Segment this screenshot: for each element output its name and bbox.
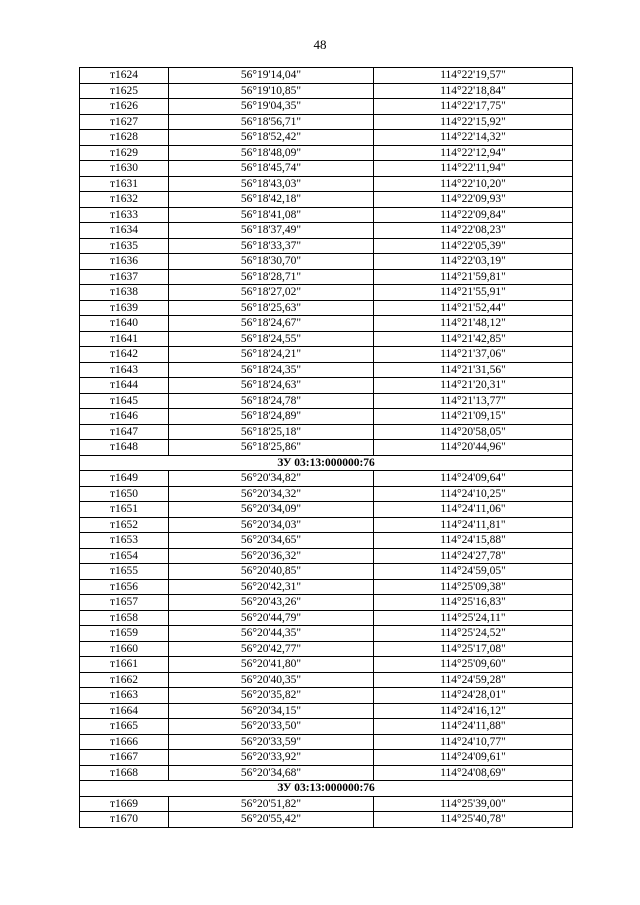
latitude-cell: 56°20'42,31"	[169, 579, 374, 595]
longitude-cell: 114°22'09,84"	[374, 207, 573, 223]
latitude-cell: 56°19'10,85"	[169, 83, 374, 99]
longitude-cell: 114°21'55,91"	[374, 285, 573, 301]
longitude-cell: 114°22'19,57"	[374, 68, 573, 84]
longitude-cell: 114°25'24,11"	[374, 610, 573, 626]
table-row	[80, 796, 573, 812]
latitude-cell: 56°20'36,32"	[169, 548, 374, 564]
point-id-cell: т1654	[80, 548, 169, 564]
longitude-cell: 114°22'17,75"	[374, 99, 573, 115]
longitude-cell: 114°22'03,19"	[374, 254, 573, 270]
latitude-cell: 56°18'24,89"	[169, 409, 374, 425]
latitude-cell: 56°18'33,37"	[169, 238, 374, 254]
longitude-cell: 114°24'16,12"	[374, 703, 573, 719]
latitude-cell: 56°18'24,67"	[169, 316, 374, 332]
table-row	[80, 238, 573, 254]
point-id-cell: т1639	[80, 300, 169, 316]
longitude-cell: 114°21'52,44"	[374, 300, 573, 316]
point-id-cell: т1637	[80, 269, 169, 285]
point-id-cell: т1628	[80, 130, 169, 146]
table-row	[80, 440, 573, 456]
latitude-cell: 56°20'34,03"	[169, 517, 374, 533]
table-row	[80, 703, 573, 719]
coordinates-table	[79, 67, 573, 828]
table-row	[80, 626, 573, 642]
table-row	[80, 688, 573, 704]
longitude-cell: 114°24'59,28"	[374, 672, 573, 688]
table-row	[80, 269, 573, 285]
latitude-cell: 56°20'34,32"	[169, 486, 374, 502]
table-row	[80, 145, 573, 161]
table-row	[80, 83, 573, 99]
point-id-cell: т1631	[80, 176, 169, 192]
longitude-cell: 114°21'20,31"	[374, 378, 573, 394]
table-row	[80, 502, 573, 518]
point-id-cell: т1645	[80, 393, 169, 409]
table-row	[80, 300, 573, 316]
longitude-cell: 114°22'10,20"	[374, 176, 573, 192]
table-row	[80, 486, 573, 502]
point-id-cell: т1658	[80, 610, 169, 626]
point-id-cell: т1649	[80, 471, 169, 487]
longitude-cell: 114°25'09,38"	[374, 579, 573, 595]
table-row	[80, 719, 573, 735]
point-id-cell: т1633	[80, 207, 169, 223]
latitude-cell: 56°20'43,26"	[169, 595, 374, 611]
point-id-cell: т1641	[80, 331, 169, 347]
table-row	[80, 548, 573, 564]
longitude-cell: 114°24'59,05"	[374, 564, 573, 580]
table-row	[80, 765, 573, 781]
longitude-cell: 114°22'15,92"	[374, 114, 573, 130]
point-id-cell: т1632	[80, 192, 169, 208]
latitude-cell: 56°18'48,09"	[169, 145, 374, 161]
point-id-cell: т1652	[80, 517, 169, 533]
latitude-cell: 56°20'34,65"	[169, 533, 374, 549]
longitude-cell: 114°22'08,23"	[374, 223, 573, 239]
table-row	[80, 331, 573, 347]
point-id-cell: т1646	[80, 409, 169, 425]
table-row	[80, 223, 573, 239]
latitude-cell: 56°18'24,55"	[169, 331, 374, 347]
table-row	[80, 750, 573, 766]
longitude-cell: 114°24'11,06"	[374, 502, 573, 518]
longitude-cell: 114°25'09,60"	[374, 657, 573, 673]
latitude-cell: 56°20'33,92"	[169, 750, 374, 766]
latitude-cell: 56°20'55,42"	[169, 812, 374, 828]
longitude-cell: 114°21'31,56"	[374, 362, 573, 378]
latitude-cell: 56°18'24,63"	[169, 378, 374, 394]
latitude-cell: 56°18'42,18"	[169, 192, 374, 208]
longitude-cell: 114°21'13,77"	[374, 393, 573, 409]
table-row	[80, 68, 573, 84]
point-id-cell: т1660	[80, 641, 169, 657]
latitude-cell: 56°18'30,70"	[169, 254, 374, 270]
longitude-cell: 114°25'39,00"	[374, 796, 573, 812]
table-row	[80, 254, 573, 270]
longitude-cell: 114°21'42,85"	[374, 331, 573, 347]
latitude-cell: 56°18'28,71"	[169, 269, 374, 285]
longitude-cell: 114°20'58,05"	[374, 424, 573, 440]
point-id-cell: т1661	[80, 657, 169, 673]
table-row	[80, 347, 573, 363]
point-id-cell: т1657	[80, 595, 169, 611]
point-id-cell: т1664	[80, 703, 169, 719]
latitude-cell: 56°18'25,63"	[169, 300, 374, 316]
latitude-cell: 56°18'41,08"	[169, 207, 374, 223]
point-id-cell: т1642	[80, 347, 169, 363]
coordinates-table-body	[80, 68, 573, 828]
latitude-cell: 56°20'34,15"	[169, 703, 374, 719]
latitude-cell: 56°18'43,03"	[169, 176, 374, 192]
point-id-cell: т1630	[80, 161, 169, 177]
longitude-cell: 114°22'18,84"	[374, 83, 573, 99]
table-row	[80, 378, 573, 394]
table-row	[80, 579, 573, 595]
longitude-cell: 114°25'24,52"	[374, 626, 573, 642]
table-row	[80, 657, 573, 673]
longitude-cell: 114°24'10,25"	[374, 486, 573, 502]
longitude-cell: 114°24'09,64"	[374, 471, 573, 487]
longitude-cell: 114°22'12,94"	[374, 145, 573, 161]
point-id-cell: т1653	[80, 533, 169, 549]
longitude-cell: 114°21'09,15"	[374, 409, 573, 425]
point-id-cell: т1648	[80, 440, 169, 456]
longitude-cell: 114°21'37,06"	[374, 347, 573, 363]
latitude-cell: 56°18'24,35"	[169, 362, 374, 378]
point-id-cell: т1663	[80, 688, 169, 704]
latitude-cell: 56°18'56,71"	[169, 114, 374, 130]
table-row	[80, 672, 573, 688]
table-row	[80, 734, 573, 750]
longitude-cell: 114°24'08,69"	[374, 765, 573, 781]
point-id-cell: т1659	[80, 626, 169, 642]
table-row	[80, 595, 573, 611]
table-row	[80, 176, 573, 192]
point-id-cell: т1629	[80, 145, 169, 161]
point-id-cell: т1624	[80, 68, 169, 84]
latitude-cell: 56°20'44,79"	[169, 610, 374, 626]
longitude-cell: 114°24'11,81"	[374, 517, 573, 533]
point-id-cell: т1670	[80, 812, 169, 828]
longitude-cell: 114°22'09,93"	[374, 192, 573, 208]
table-row	[80, 130, 573, 146]
longitude-cell: 114°24'27,78"	[374, 548, 573, 564]
table-row	[80, 161, 573, 177]
longitude-cell: 114°24'11,88"	[374, 719, 573, 735]
point-id-cell: т1665	[80, 719, 169, 735]
latitude-cell: 56°20'34,82"	[169, 471, 374, 487]
latitude-cell: 56°19'14,04"	[169, 68, 374, 84]
table-row	[80, 641, 573, 657]
point-id-cell: т1650	[80, 486, 169, 502]
latitude-cell: 56°19'04,35"	[169, 99, 374, 115]
point-id-cell: т1625	[80, 83, 169, 99]
latitude-cell: 56°18'25,86"	[169, 440, 374, 456]
table-row	[80, 192, 573, 208]
table-row	[80, 114, 573, 130]
table-row	[80, 812, 573, 828]
table-row	[80, 393, 573, 409]
latitude-cell: 56°20'35,82"	[169, 688, 374, 704]
latitude-cell: 56°18'24,21"	[169, 347, 374, 363]
point-id-cell: т1651	[80, 502, 169, 518]
point-id-cell: т1644	[80, 378, 169, 394]
latitude-cell: 56°20'41,80"	[169, 657, 374, 673]
section-heading-row	[80, 455, 573, 471]
longitude-cell: 114°25'17,08"	[374, 641, 573, 657]
section-heading: ЗУ 03:13:000000:76	[80, 455, 573, 471]
table-row	[80, 316, 573, 332]
point-id-cell: т1634	[80, 223, 169, 239]
table-row	[80, 99, 573, 115]
point-id-cell: т1636	[80, 254, 169, 270]
longitude-cell: 114°21'59,81"	[374, 269, 573, 285]
longitude-cell: 114°25'16,83"	[374, 595, 573, 611]
section-heading: ЗУ 03:13:000000:76	[80, 781, 573, 797]
latitude-cell: 56°20'40,35"	[169, 672, 374, 688]
longitude-cell: 114°21'48,12"	[374, 316, 573, 332]
table-row	[80, 533, 573, 549]
point-id-cell: т1668	[80, 765, 169, 781]
point-id-cell: т1626	[80, 99, 169, 115]
point-id-cell: т1667	[80, 750, 169, 766]
latitude-cell: 56°20'33,50"	[169, 719, 374, 735]
point-id-cell: т1643	[80, 362, 169, 378]
point-id-cell: т1666	[80, 734, 169, 750]
table-row	[80, 409, 573, 425]
latitude-cell: 56°20'40,85"	[169, 564, 374, 580]
longitude-cell: 114°24'10,77"	[374, 734, 573, 750]
latitude-cell: 56°18'37,49"	[169, 223, 374, 239]
latitude-cell: 56°20'34,68"	[169, 765, 374, 781]
longitude-cell: 114°25'40,78"	[374, 812, 573, 828]
table-row	[80, 517, 573, 533]
latitude-cell: 56°20'33,59"	[169, 734, 374, 750]
latitude-cell: 56°20'34,09"	[169, 502, 374, 518]
longitude-cell: 114°22'05,39"	[374, 238, 573, 254]
point-id-cell: т1662	[80, 672, 169, 688]
point-id-cell: т1640	[80, 316, 169, 332]
longitude-cell: 114°20'44,96"	[374, 440, 573, 456]
latitude-cell: 56°18'27,02"	[169, 285, 374, 301]
latitude-cell: 56°18'24,78"	[169, 393, 374, 409]
table-row	[80, 362, 573, 378]
point-id-cell: т1647	[80, 424, 169, 440]
longitude-cell: 114°22'11,94"	[374, 161, 573, 177]
point-id-cell: т1656	[80, 579, 169, 595]
point-id-cell: т1669	[80, 796, 169, 812]
latitude-cell: 56°18'25,18"	[169, 424, 374, 440]
latitude-cell: 56°20'51,82"	[169, 796, 374, 812]
table-row	[80, 207, 573, 223]
table-row	[80, 285, 573, 301]
longitude-cell: 114°22'14,32"	[374, 130, 573, 146]
latitude-cell: 56°18'52,42"	[169, 130, 374, 146]
section-heading-row	[80, 781, 573, 797]
latitude-cell: 56°20'42,77"	[169, 641, 374, 657]
point-id-cell: т1638	[80, 285, 169, 301]
point-id-cell: т1655	[80, 564, 169, 580]
longitude-cell: 114°24'28,01"	[374, 688, 573, 704]
point-id-cell: т1635	[80, 238, 169, 254]
longitude-cell: 114°24'15,88"	[374, 533, 573, 549]
point-id-cell: т1627	[80, 114, 169, 130]
latitude-cell: 56°18'45,74"	[169, 161, 374, 177]
page-number: 48	[313, 37, 327, 52]
table-row	[80, 610, 573, 626]
table-row	[80, 424, 573, 440]
table-row	[80, 564, 573, 580]
latitude-cell: 56°20'44,35"	[169, 626, 374, 642]
longitude-cell: 114°24'09,61"	[374, 750, 573, 766]
table-row	[80, 471, 573, 487]
